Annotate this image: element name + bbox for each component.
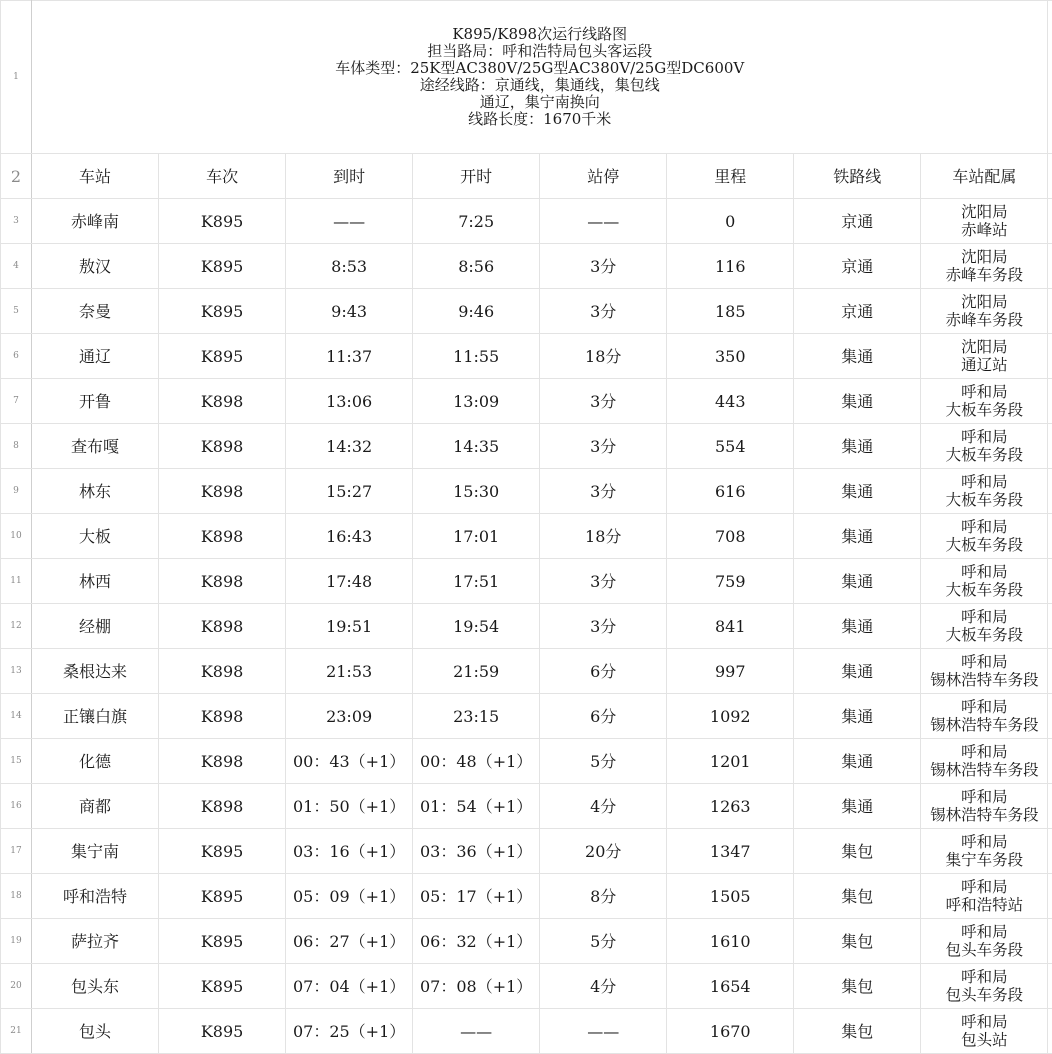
station-cell[interactable]: 萨拉齐 (32, 919, 159, 964)
depot-name: 大板车务段 (921, 401, 1047, 419)
bureau-cell[interactable] (921, 559, 1048, 604)
table-row (1, 469, 1052, 514)
km-cell[interactable]: 554 (667, 424, 794, 469)
arrive-cell[interactable]: 14:32 (286, 424, 413, 469)
bureau-cell[interactable] (921, 874, 1048, 919)
bureau-name: 呼和局 (921, 473, 1047, 491)
bureau-name: 呼和局 (921, 563, 1047, 581)
row-number[interactable]: 18 (1, 874, 32, 919)
depart-cell[interactable]: 8:56 (413, 244, 540, 289)
train-cell[interactable]: K895 (159, 874, 286, 919)
title-line: 线路长度：1670千米 (32, 111, 1047, 128)
table-row (1, 739, 1052, 784)
header-arrive[interactable]: 到时 (286, 154, 413, 199)
bureau-name: 沈阳局 (921, 338, 1047, 356)
table-row (1, 334, 1052, 379)
bureau-cell[interactable] (921, 739, 1048, 784)
station-cell[interactable]: 林东 (32, 469, 159, 514)
edge-cell (1048, 289, 1052, 334)
train-cell[interactable]: K895 (159, 1009, 286, 1054)
edge-cell (1048, 964, 1052, 1009)
title-line: 担当路局：呼和浩特局包头客运段 (32, 43, 1047, 60)
edge-cell (1048, 379, 1052, 424)
row-number[interactable]: 5 (1, 289, 32, 334)
header-stop[interactable]: 站停 (540, 154, 667, 199)
row-number[interactable]: 9 (1, 469, 32, 514)
row-number[interactable]: 13 (1, 649, 32, 694)
header-train[interactable]: 车次 (159, 154, 286, 199)
table-row (1, 964, 1052, 1009)
depot-name: 包头站 (921, 1031, 1047, 1049)
bureau-cell[interactable] (921, 334, 1048, 379)
depart-cell[interactable]: 23:15 (413, 694, 540, 739)
depart-cell[interactable]: 07：08（+1） (413, 964, 540, 1009)
train-cell[interactable]: K895 (159, 829, 286, 874)
stop-cell[interactable]: 18分 (540, 334, 667, 379)
row-number[interactable]: 11 (1, 559, 32, 604)
stop-cell[interactable]: 5分 (540, 739, 667, 784)
arrive-cell[interactable]: 13:06 (286, 379, 413, 424)
depart-cell[interactable]: 05：17（+1） (413, 874, 540, 919)
row-number[interactable]: 12 (1, 604, 32, 649)
edge-cell (1048, 154, 1052, 199)
train-cell[interactable]: K895 (159, 964, 286, 1009)
stop-cell[interactable]: —— (540, 199, 667, 244)
bureau-cell[interactable] (921, 919, 1048, 964)
bureau-name: 呼和局 (921, 608, 1047, 626)
title-line: 途经线路：京通线，集通线，集包线 (32, 77, 1047, 94)
stop-cell[interactable]: 8分 (540, 874, 667, 919)
arrive-cell[interactable]: 17:48 (286, 559, 413, 604)
depot-name: 赤峰站 (921, 221, 1047, 239)
edge-cell (1048, 514, 1052, 559)
stop-cell[interactable]: 4分 (540, 964, 667, 1009)
line-cell[interactable]: 集通 (794, 334, 921, 379)
line-cell[interactable]: 集包 (794, 829, 921, 874)
train-cell[interactable]: K898 (159, 469, 286, 514)
km-cell[interactable]: 1610 (667, 919, 794, 964)
edge-cell (1048, 919, 1052, 964)
line-cell[interactable]: 集通 (794, 604, 921, 649)
row-number[interactable]: 8 (1, 424, 32, 469)
station-cell[interactable]: 商都 (32, 784, 159, 829)
depot-name: 大板车务段 (921, 581, 1047, 599)
line-cell[interactable]: 集通 (794, 514, 921, 559)
km-cell[interactable]: 1505 (667, 874, 794, 919)
edge-cell (1048, 334, 1052, 379)
table-row (1, 874, 1052, 919)
line-cell[interactable]: 集通 (794, 694, 921, 739)
train-cell[interactable]: K898 (159, 694, 286, 739)
bureau-name: 呼和局 (921, 743, 1047, 761)
line-cell[interactable]: 集通 (794, 469, 921, 514)
arrive-cell[interactable]: 00：43（+1） (286, 739, 413, 784)
bureau-name: 呼和局 (921, 428, 1047, 446)
row-number[interactable]: 15 (1, 739, 32, 784)
line-cell[interactable]: 集通 (794, 559, 921, 604)
arrive-cell[interactable]: 21:53 (286, 649, 413, 694)
table-row (1, 199, 1052, 244)
bureau-cell[interactable] (921, 469, 1048, 514)
depot-name: 赤峰车务段 (921, 266, 1047, 284)
header-row (1, 154, 1052, 199)
edge-cell (1048, 739, 1052, 784)
train-cell[interactable]: K895 (159, 244, 286, 289)
arrive-cell[interactable]: 23:09 (286, 694, 413, 739)
station-cell[interactable]: 包头 (32, 1009, 159, 1054)
table-row (1, 514, 1052, 559)
depot-name: 大板车务段 (921, 536, 1047, 554)
stop-cell[interactable]: 3分 (540, 469, 667, 514)
edge-cell (1048, 829, 1052, 874)
bureau-cell[interactable] (921, 829, 1048, 874)
row-number[interactable]: 17 (1, 829, 32, 874)
depot-name: 大板车务段 (921, 491, 1047, 509)
depart-cell[interactable]: 17:51 (413, 559, 540, 604)
sheet-title[interactable] (32, 1, 1048, 154)
station-cell[interactable]: 包头东 (32, 964, 159, 1009)
train-cell[interactable]: K898 (159, 649, 286, 694)
edge-cell (1048, 469, 1052, 514)
bureau-cell[interactable] (921, 964, 1048, 1009)
depot-name: 大板车务段 (921, 446, 1047, 464)
table-row (1, 289, 1052, 334)
depart-cell[interactable]: 03：36（+1） (413, 829, 540, 874)
km-cell[interactable]: 1092 (667, 694, 794, 739)
km-cell[interactable]: 1347 (667, 829, 794, 874)
depot-name: 锡林浩特车务段 (921, 716, 1047, 734)
station-cell[interactable]: 集宁南 (32, 829, 159, 874)
edge-cell (1048, 559, 1052, 604)
train-cell[interactable]: K895 (159, 289, 286, 334)
line-cell[interactable]: 京通 (794, 289, 921, 334)
row-number[interactable]: 6 (1, 334, 32, 379)
bureau-name: 沈阳局 (921, 248, 1047, 266)
depot-name: 锡林浩特车务段 (921, 806, 1047, 824)
edge-cell (1048, 244, 1052, 289)
header-station[interactable]: 车站 (32, 154, 159, 199)
arrive-cell[interactable]: 16:43 (286, 514, 413, 559)
bureau-name: 呼和局 (921, 923, 1047, 941)
bureau-name: 呼和局 (921, 833, 1047, 851)
row-number[interactable]: 21 (1, 1009, 32, 1054)
table-row (1, 829, 1052, 874)
title-line: 车体类型：25K型AC380V/25G型AC380V/25G型DC600V (32, 60, 1047, 77)
stop-cell[interactable]: 6分 (540, 694, 667, 739)
edge-cell (1048, 604, 1052, 649)
train-cell[interactable]: K898 (159, 514, 286, 559)
train-cell[interactable]: K895 (159, 334, 286, 379)
train-cell[interactable]: K898 (159, 379, 286, 424)
depart-cell[interactable]: 17:01 (413, 514, 540, 559)
table-row (1, 379, 1052, 424)
train-cell[interactable]: K898 (159, 604, 286, 649)
bureau-cell[interactable] (921, 784, 1048, 829)
km-cell[interactable]: 616 (667, 469, 794, 514)
station-cell[interactable]: 奈曼 (32, 289, 159, 334)
bureau-cell[interactable] (921, 289, 1048, 334)
header-km[interactable]: 里程 (667, 154, 794, 199)
arrive-cell[interactable]: 11:37 (286, 334, 413, 379)
station-cell[interactable]: 正镶白旗 (32, 694, 159, 739)
depart-cell[interactable]: 11:55 (413, 334, 540, 379)
title-row (1, 1, 1052, 154)
depart-cell[interactable]: 00：48（+1） (413, 739, 540, 784)
train-cell[interactable]: K898 (159, 424, 286, 469)
train-cell[interactable]: K898 (159, 739, 286, 784)
train-cell[interactable]: K898 (159, 559, 286, 604)
bureau-cell[interactable] (921, 694, 1048, 739)
header-line[interactable]: 铁路线 (794, 154, 921, 199)
table-row (1, 424, 1052, 469)
row-number[interactable]: 7 (1, 379, 32, 424)
station-cell[interactable]: 敖汉 (32, 244, 159, 289)
edge-cell (1048, 1, 1052, 154)
depart-cell[interactable]: 19:54 (413, 604, 540, 649)
table-row (1, 649, 1052, 694)
depot-name: 锡林浩特车务段 (921, 761, 1047, 779)
row-number[interactable]: 19 (1, 919, 32, 964)
station-cell[interactable]: 经棚 (32, 604, 159, 649)
edge-cell (1048, 1009, 1052, 1054)
km-cell[interactable]: 185 (667, 289, 794, 334)
train-cell[interactable]: K895 (159, 919, 286, 964)
station-cell[interactable]: 开鲁 (32, 379, 159, 424)
arrive-cell[interactable]: 19:51 (286, 604, 413, 649)
bureau-cell[interactable] (921, 244, 1048, 289)
bureau-cell[interactable] (921, 649, 1048, 694)
train-cell[interactable]: K898 (159, 784, 286, 829)
table-row (1, 919, 1052, 964)
km-cell[interactable]: 1654 (667, 964, 794, 1009)
row-number[interactable]: 1 (1, 1, 32, 154)
edge-cell (1048, 784, 1052, 829)
depot-name: 包头车务段 (921, 941, 1047, 959)
km-cell[interactable]: 0 (667, 199, 794, 244)
km-cell[interactable]: 1670 (667, 1009, 794, 1054)
bureau-cell[interactable] (921, 514, 1048, 559)
stop-cell[interactable]: 3分 (540, 559, 667, 604)
station-cell[interactable]: 查布嘎 (32, 424, 159, 469)
stop-cell[interactable]: —— (540, 1009, 667, 1054)
line-cell[interactable]: 集通 (794, 739, 921, 784)
depart-cell[interactable]: 13:09 (413, 379, 540, 424)
line-cell[interactable]: 集包 (794, 919, 921, 964)
bureau-name: 呼和局 (921, 698, 1047, 716)
depot-name: 锡林浩特车务段 (921, 671, 1047, 689)
stop-cell[interactable]: 3分 (540, 424, 667, 469)
stop-cell[interactable]: 18分 (540, 514, 667, 559)
table-row (1, 1009, 1052, 1054)
stop-cell[interactable]: 6分 (540, 649, 667, 694)
arrive-cell[interactable]: 15:27 (286, 469, 413, 514)
km-cell[interactable]: 1201 (667, 739, 794, 784)
line-cell[interactable]: 京通 (794, 244, 921, 289)
header-bureau[interactable]: 车站配属 (921, 154, 1048, 199)
line-cell[interactable]: 集通 (794, 784, 921, 829)
row-number[interactable]: 4 (1, 244, 32, 289)
bureau-cell[interactable] (921, 379, 1048, 424)
depart-cell[interactable]: 21:59 (413, 649, 540, 694)
arrive-cell[interactable]: 07：25（+1） (286, 1009, 413, 1054)
line-cell[interactable]: 集通 (794, 424, 921, 469)
row-number[interactable]: 16 (1, 784, 32, 829)
depot-name: 包头车务段 (921, 986, 1047, 1004)
arrive-cell[interactable]: 03：16（+1） (286, 829, 413, 874)
depart-cell[interactable]: 01：54（+1） (413, 784, 540, 829)
km-cell[interactable]: 116 (667, 244, 794, 289)
row-number[interactable]: 10 (1, 514, 32, 559)
bureau-cell[interactable] (921, 604, 1048, 649)
station-cell[interactable]: 通辽 (32, 334, 159, 379)
line-cell[interactable]: 集包 (794, 1009, 921, 1054)
depot-name: 呼和浩特站 (921, 896, 1047, 914)
arrive-cell[interactable]: 01：50（+1） (286, 784, 413, 829)
stop-cell[interactable]: 20分 (540, 829, 667, 874)
depart-cell[interactable]: 14:35 (413, 424, 540, 469)
bureau-name: 沈阳局 (921, 203, 1047, 221)
km-cell[interactable]: 997 (667, 649, 794, 694)
title-line: K895/K898次运行线路图 (32, 26, 1047, 43)
edge-cell (1048, 649, 1052, 694)
km-cell[interactable]: 759 (667, 559, 794, 604)
table-row (1, 244, 1052, 289)
km-cell[interactable]: 841 (667, 604, 794, 649)
station-cell[interactable]: 呼和浩特 (32, 874, 159, 919)
bureau-cell[interactable] (921, 424, 1048, 469)
bureau-name: 呼和局 (921, 653, 1047, 671)
depart-cell[interactable]: 9:46 (413, 289, 540, 334)
bureau-name: 沈阳局 (921, 293, 1047, 311)
table-row (1, 559, 1052, 604)
bureau-cell[interactable] (921, 1009, 1048, 1054)
table-row (1, 694, 1052, 739)
depart-cell[interactable]: —— (413, 1009, 540, 1054)
bureau-name: 呼和局 (921, 383, 1047, 401)
bureau-name: 呼和局 (921, 1013, 1047, 1031)
km-cell[interactable]: 350 (667, 334, 794, 379)
line-cell[interactable]: 集包 (794, 874, 921, 919)
stop-cell[interactable]: 3分 (540, 604, 667, 649)
edge-cell (1048, 694, 1052, 739)
arrive-cell[interactable]: 8:53 (286, 244, 413, 289)
edge-cell (1048, 424, 1052, 469)
stop-cell[interactable]: 5分 (540, 919, 667, 964)
depot-name: 赤峰车务段 (921, 311, 1047, 329)
depart-cell[interactable]: 06：32（+1） (413, 919, 540, 964)
arrive-cell[interactable]: 07：04（+1） (286, 964, 413, 1009)
header-depart[interactable]: 开时 (413, 154, 540, 199)
stop-cell[interactable]: 3分 (540, 379, 667, 424)
km-cell[interactable]: 443 (667, 379, 794, 424)
arrive-cell[interactable]: 05：09（+1） (286, 874, 413, 919)
station-cell[interactable]: 桑根达来 (32, 649, 159, 694)
arrive-cell[interactable]: 06：27（+1） (286, 919, 413, 964)
depot-name: 通辽站 (921, 356, 1047, 374)
stop-cell[interactable]: 3分 (540, 244, 667, 289)
table-row (1, 604, 1052, 649)
bureau-name: 呼和局 (921, 878, 1047, 896)
edge-cell (1048, 199, 1052, 244)
table-row (1, 784, 1052, 829)
depart-cell[interactable]: 15:30 (413, 469, 540, 514)
station-cell[interactable]: 赤峰南 (32, 199, 159, 244)
station-cell[interactable]: 林西 (32, 559, 159, 604)
row-number[interactable]: 3 (1, 199, 32, 244)
station-cell[interactable]: 化德 (32, 739, 159, 784)
line-cell[interactable]: 集通 (794, 379, 921, 424)
line-cell[interactable]: 京通 (794, 199, 921, 244)
station-cell[interactable]: 大板 (32, 514, 159, 559)
depot-name: 集宁车务段 (921, 851, 1047, 869)
stop-cell[interactable]: 4分 (540, 784, 667, 829)
row-number[interactable]: 14 (1, 694, 32, 739)
row-number[interactable]: 20 (1, 964, 32, 1009)
depart-cell[interactable]: 7:25 (413, 199, 540, 244)
stop-cell[interactable]: 3分 (540, 289, 667, 334)
bureau-name: 呼和局 (921, 788, 1047, 806)
bureau-name: 呼和局 (921, 968, 1047, 986)
row-number[interactable]: 2 (1, 154, 32, 199)
arrive-cell[interactable]: 9:43 (286, 289, 413, 334)
edge-cell (1048, 874, 1052, 919)
title-line: 通辽，集宁南换向 (32, 94, 1047, 111)
line-cell[interactable]: 集包 (794, 964, 921, 1009)
train-cell[interactable]: K895 (159, 199, 286, 244)
line-cell[interactable]: 集通 (794, 649, 921, 694)
bureau-cell[interactable] (921, 199, 1048, 244)
km-cell[interactable]: 1263 (667, 784, 794, 829)
arrive-cell[interactable]: —— (286, 199, 413, 244)
km-cell[interactable]: 708 (667, 514, 794, 559)
bureau-name: 呼和局 (921, 518, 1047, 536)
depot-name: 大板车务段 (921, 626, 1047, 644)
